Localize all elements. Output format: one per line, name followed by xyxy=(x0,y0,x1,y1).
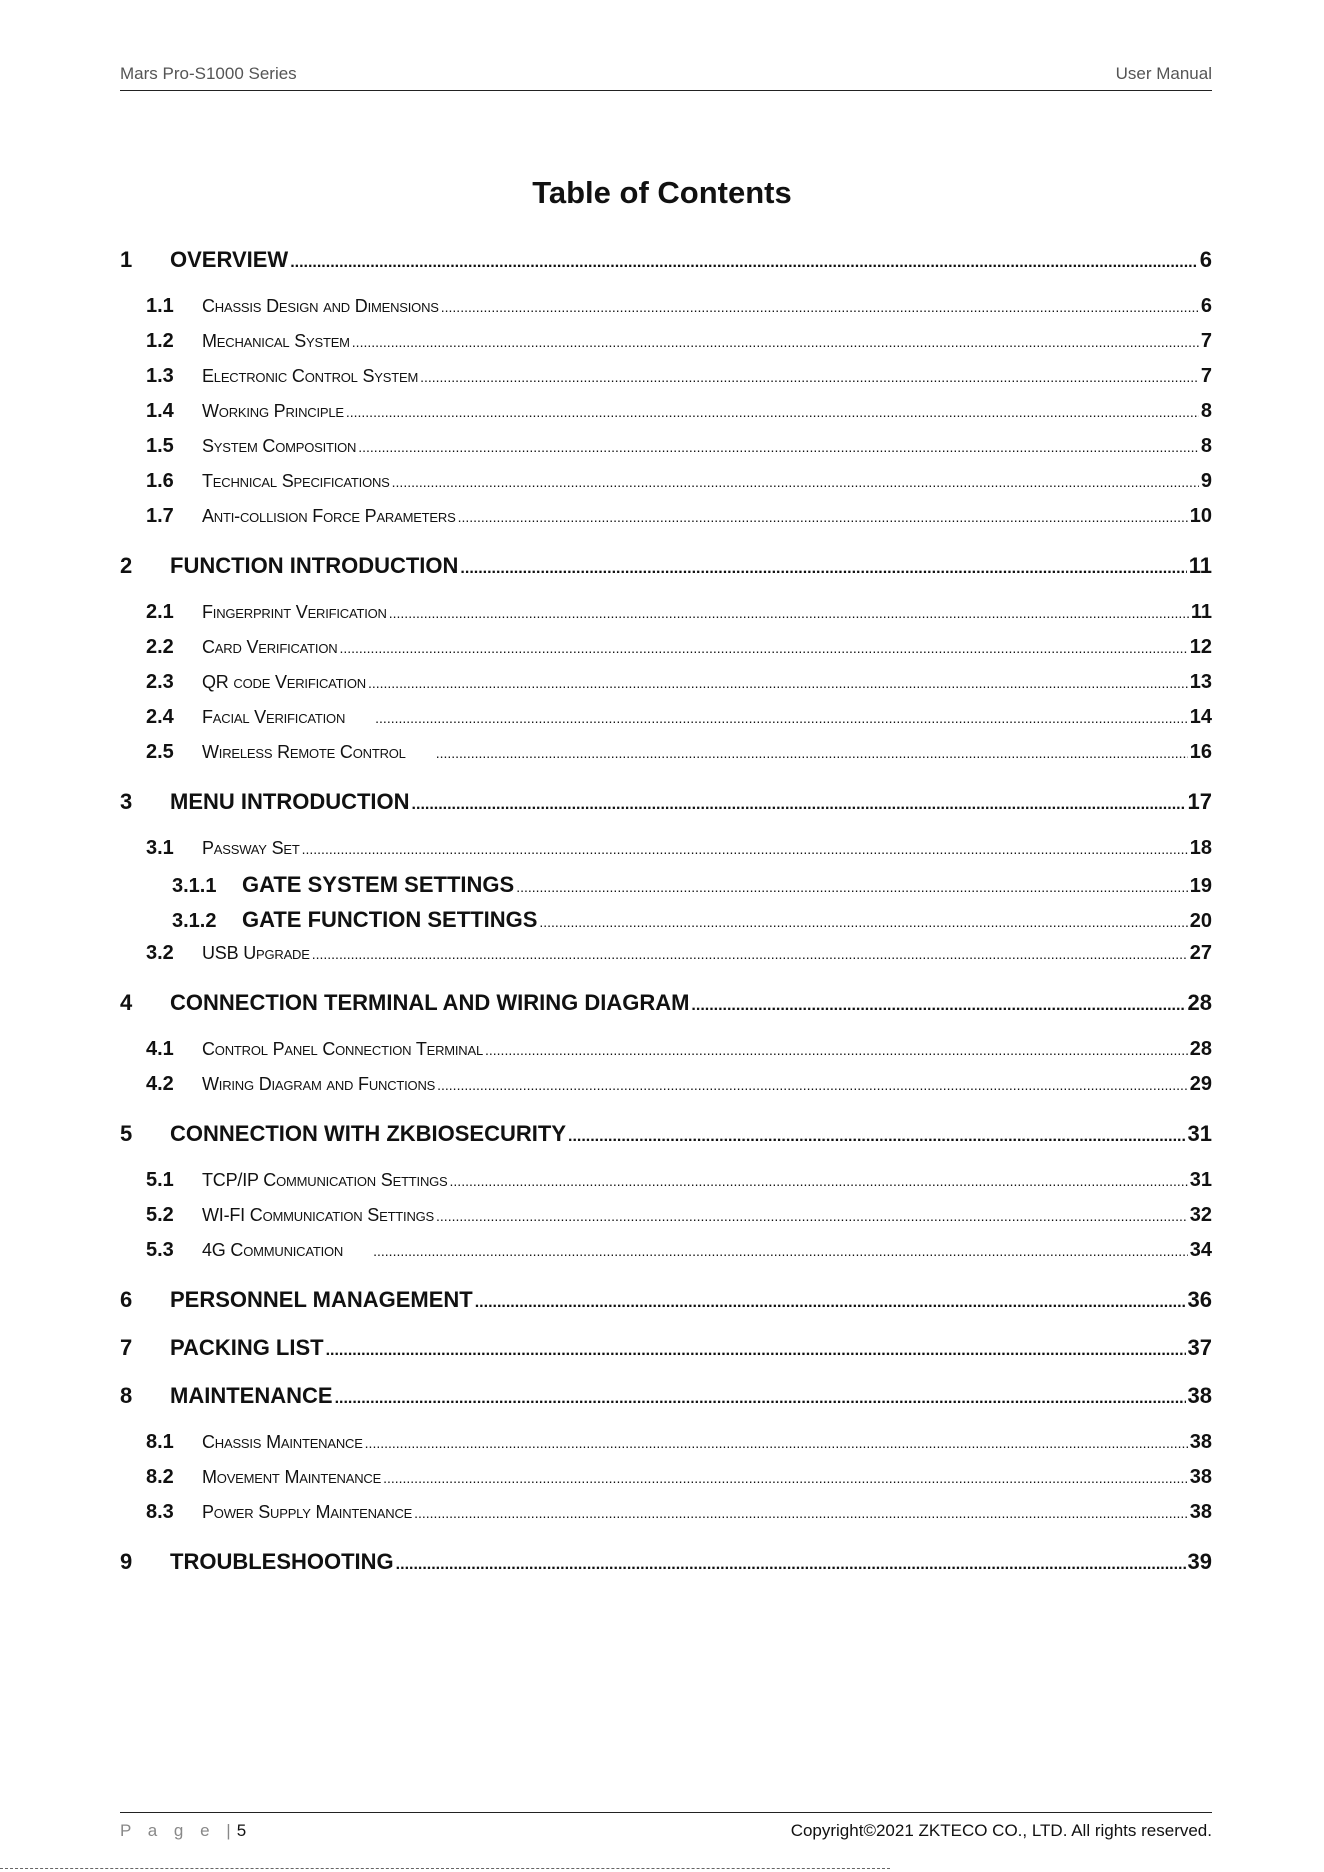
toc-entry-label: Technical Specifications xyxy=(202,471,390,491)
toc-dot-leader xyxy=(312,946,1188,962)
toc-entry-page: 28 xyxy=(1187,990,1212,1015)
toc-entry[interactable] xyxy=(120,553,1212,579)
toc-dot-leader xyxy=(458,509,1188,525)
toc-entry-label: OVERVIEW xyxy=(170,247,289,272)
toc-entry-page: 34 xyxy=(1189,1239,1212,1261)
toc-entry-number: 8.1 xyxy=(146,1431,174,1453)
toc-dot-leader xyxy=(436,1208,1188,1224)
toc-entry-page: 37 xyxy=(1187,1335,1212,1360)
toc-entry-page: 18 xyxy=(1189,837,1212,859)
toc-dot-leader xyxy=(475,1294,1186,1312)
toc-entry-page: 36 xyxy=(1187,1287,1212,1312)
toc-entry-number: 2.3 xyxy=(146,671,174,693)
toc-entry-label: Movement Maintenance xyxy=(202,1467,382,1487)
toc-entry-number: 4 xyxy=(120,990,133,1015)
toc-entry-page: 38 xyxy=(1189,1466,1212,1488)
toc-entry[interactable] xyxy=(120,1073,1212,1096)
toc-dot-leader xyxy=(396,1556,1186,1574)
toc-dot-leader xyxy=(389,605,1189,621)
toc-entry-number: 5.3 xyxy=(146,1239,174,1261)
toc-entry[interactable] xyxy=(120,741,1212,764)
toc-entry[interactable] xyxy=(120,636,1212,659)
toc-entry[interactable] xyxy=(120,789,1212,815)
toc-entry[interactable] xyxy=(120,435,1212,458)
toc-entry-label: MAINTENANCE xyxy=(170,1383,333,1408)
toc-entry-label: Card Verification xyxy=(202,637,338,657)
toc-dot-leader xyxy=(691,997,1185,1015)
toc-entry-page: 8 xyxy=(1200,435,1212,457)
toc-entry-page: 6 xyxy=(1199,247,1212,272)
toc-entry-number: 2.4 xyxy=(146,706,174,728)
page-footer xyxy=(120,1812,1212,1843)
toc-dot-leader xyxy=(335,1390,1186,1408)
toc-entry-number: 5 xyxy=(120,1121,133,1146)
toc-entry[interactable] xyxy=(120,295,1212,318)
toc-entry-label: CONNECTION TERMINAL AND WIRING DIAGRAM xyxy=(170,990,690,1015)
toc-entry-label: PACKING LIST xyxy=(170,1335,324,1360)
toc-entry-label: Mechanical System xyxy=(202,331,350,351)
toc-entry-number: 1.6 xyxy=(146,470,174,492)
toc-entry-page: 38 xyxy=(1189,1501,1212,1523)
toc-entry-number: 2.2 xyxy=(146,636,174,658)
toc-entry-page: 32 xyxy=(1189,1204,1212,1226)
toc-entry[interactable] xyxy=(120,907,1212,933)
page-number-label: P a g e |5 xyxy=(120,1821,247,1840)
toc-entry-label: Control Panel Connection Terminal xyxy=(202,1039,483,1059)
toc-entry-page: 14 xyxy=(1189,706,1212,728)
toc-dot-leader xyxy=(392,474,1199,490)
toc-entry-page: 29 xyxy=(1189,1073,1212,1095)
toc-entry-number: 1 xyxy=(120,247,133,272)
header-doc-type: User Manual xyxy=(1115,64,1212,83)
toc-entry-label: QR code Verification xyxy=(202,672,366,692)
toc-dot-leader xyxy=(339,640,1187,656)
toc-entry[interactable] xyxy=(120,837,1212,860)
toc-dot-leader xyxy=(373,1243,1188,1259)
page-number: 5 xyxy=(236,1821,247,1840)
toc-entry-label: Anti-collision Force Parameters xyxy=(202,506,456,526)
toc-entry-page: 12 xyxy=(1189,636,1212,658)
toc-entry-number: 4.2 xyxy=(146,1073,174,1095)
toc-entry-number: 3.1.2 xyxy=(172,910,217,932)
toc-entry-page: 31 xyxy=(1189,1169,1212,1191)
toc-entry-number: 1.2 xyxy=(146,330,174,352)
toc-entry-number: 2.5 xyxy=(146,741,174,763)
toc-dot-leader xyxy=(441,299,1199,315)
toc-entry[interactable] xyxy=(120,1549,1212,1575)
toc-dot-leader xyxy=(368,675,1188,691)
toc-entry-label: GATE FUNCTION SETTINGS xyxy=(242,907,538,932)
copyright-notice: Copyright©2021 ZKTECO CO., LTD. All rights reserved. xyxy=(790,1821,1212,1840)
toc-entry-page: 38 xyxy=(1189,1431,1212,1453)
toc-entry-number: 3.1 xyxy=(146,837,174,859)
toc-entry-page: 9 xyxy=(1200,470,1212,492)
toc-entry[interactable] xyxy=(120,1169,1212,1192)
toc-entry-number: 4.1 xyxy=(146,1038,174,1060)
toc-entry-label: TROUBLESHOOTING xyxy=(170,1549,394,1574)
toc-entry-label: Power Supply Maintenance xyxy=(202,1502,413,1522)
toc-dot-leader xyxy=(460,560,1186,578)
toc-entry[interactable] xyxy=(120,400,1212,423)
page-header xyxy=(120,62,1212,91)
toc-dot-leader xyxy=(352,334,1199,350)
toc-dot-leader xyxy=(290,254,1198,272)
toc-entry[interactable] xyxy=(120,872,1212,898)
toc-entry-number: 5.1 xyxy=(146,1169,174,1191)
toc-entry-number: 2.1 xyxy=(146,601,174,623)
toc-entry-label: Chassis Maintenance xyxy=(202,1432,363,1452)
toc-entry-label: WI-FI Communication Settings xyxy=(202,1205,435,1225)
toc-entry-page: 7 xyxy=(1200,330,1212,352)
toc-entry[interactable] xyxy=(120,706,1212,729)
toc-entry[interactable] xyxy=(120,1287,1212,1313)
toc-entry-label: Fingerprint Verification xyxy=(202,602,387,622)
toc-entry[interactable] xyxy=(120,1431,1212,1454)
toc-entry-number: 3 xyxy=(120,789,133,814)
toc-entry[interactable] xyxy=(120,1501,1212,1524)
toc-entry[interactable] xyxy=(120,601,1212,624)
toc-dot-leader xyxy=(412,796,1186,814)
toc-entry-page: 20 xyxy=(1189,910,1212,932)
toc-entry-label: CONNECTION WITH ZKBIOSECURITY xyxy=(170,1121,566,1146)
toc-entry-label: MENU INTRODUCTION xyxy=(170,789,410,814)
toc-entry[interactable] xyxy=(120,1383,1212,1409)
toc-dot-leader xyxy=(450,1173,1188,1189)
toc-dot-leader xyxy=(539,914,1187,930)
toc-entry-number: 1.4 xyxy=(146,400,174,422)
toc-entry[interactable] xyxy=(120,1335,1212,1361)
toc-entry-label: Facial Verification xyxy=(202,707,346,727)
toc-entry[interactable] xyxy=(120,365,1212,388)
scan-edge-rule xyxy=(0,1868,890,1869)
toc-entry-page: 27 xyxy=(1189,942,1212,964)
toc-dot-leader xyxy=(346,404,1199,420)
toc-dot-leader xyxy=(436,745,1188,761)
toc-entry[interactable] xyxy=(120,470,1212,493)
toc-entry-page: 8 xyxy=(1200,400,1212,422)
toc-entry[interactable] xyxy=(120,1121,1212,1147)
toc-entry-page: 38 xyxy=(1187,1383,1212,1408)
toc-entry-number: 9 xyxy=(120,1549,133,1574)
toc-dot-leader xyxy=(414,1505,1188,1521)
toc-entry-label: Wireless Remote Control xyxy=(202,742,406,762)
toc-entry[interactable] xyxy=(120,1038,1212,1061)
toc-entry-label: System Composition xyxy=(202,436,357,456)
toc-entry-label: GATE SYSTEM SETTINGS xyxy=(242,872,515,897)
toc-entry-label: Chassis Design and Dimensions xyxy=(202,296,439,316)
toc-entry-label: USB Upgrade xyxy=(202,943,310,963)
toc-entry-number: 6 xyxy=(120,1287,133,1312)
toc-entry-page: 11 xyxy=(1188,553,1212,578)
toc-entry-label: Working Principle xyxy=(202,401,344,421)
toc-entry-page: 31 xyxy=(1187,1121,1212,1146)
toc-dot-leader xyxy=(383,1470,1188,1486)
toc-entry-number: 1.1 xyxy=(146,295,174,317)
toc-entry-number: 1.3 xyxy=(146,365,174,387)
toc-entry-page: 11 xyxy=(1190,601,1212,623)
toc-dot-leader xyxy=(302,841,1188,857)
toc-entry-page: 28 xyxy=(1189,1038,1212,1060)
toc-entry-number: 5.2 xyxy=(146,1204,174,1226)
toc-dot-leader xyxy=(485,1042,1188,1058)
toc-dot-leader xyxy=(516,879,1188,895)
toc-dot-leader xyxy=(568,1128,1186,1146)
toc-entry-number: 8.2 xyxy=(146,1466,174,1488)
toc-entry[interactable] xyxy=(120,671,1212,694)
toc-entry-number: 1.7 xyxy=(146,505,174,527)
toc-entry-number: 1.5 xyxy=(146,435,174,457)
toc-entry-page: 7 xyxy=(1200,365,1212,387)
toc-entry[interactable] xyxy=(120,1239,1212,1262)
toc-entry[interactable] xyxy=(120,505,1212,528)
toc-entry-label: PERSONNEL MANAGEMENT xyxy=(170,1287,473,1312)
toc-entry-label: 4G Communication xyxy=(202,1240,344,1260)
toc-entry-label: Passway Set xyxy=(202,838,300,858)
header-doc-title: Mars Pro-S1000 Series xyxy=(120,64,297,83)
toc-entry-number: 8.3 xyxy=(146,1501,174,1523)
toc-entry-number: 3.1.1 xyxy=(172,875,217,897)
toc-entry-page: 10 xyxy=(1189,505,1212,527)
toc-entry-number: 7 xyxy=(120,1335,133,1360)
toc-entry-label: Electronic Control System xyxy=(202,366,419,386)
toc-entry-number: 8 xyxy=(120,1383,133,1408)
toc-entry[interactable] xyxy=(120,330,1212,353)
toc-entry-page: 39 xyxy=(1187,1549,1212,1574)
page-title: Table of Contents xyxy=(532,175,792,210)
toc-entry[interactable] xyxy=(120,1466,1212,1489)
toc-dot-leader xyxy=(365,1435,1188,1451)
toc-entry-page: 13 xyxy=(1189,671,1212,693)
toc-dot-leader xyxy=(420,369,1199,385)
toc-entry-label: FUNCTION INTRODUCTION xyxy=(170,553,459,578)
toc-entry-label: Wiring Diagram and Functions xyxy=(202,1074,436,1094)
toc-entry-page: 6 xyxy=(1200,295,1212,317)
toc-entry-number: 2 xyxy=(120,553,133,578)
toc-dot-leader xyxy=(358,439,1199,455)
toc-dot-leader xyxy=(437,1077,1188,1093)
toc-entry[interactable] xyxy=(120,990,1212,1016)
toc-entry[interactable] xyxy=(120,247,1212,273)
toc-entry-number: 3.2 xyxy=(146,942,174,964)
toc-dot-leader xyxy=(375,710,1188,726)
toc-entry-page: 19 xyxy=(1189,875,1212,897)
toc-entry[interactable] xyxy=(120,942,1212,965)
toc-dot-leader xyxy=(326,1342,1186,1360)
toc-entry[interactable] xyxy=(120,1204,1212,1227)
toc-entry-label: TCP/IP Communication Settings xyxy=(202,1170,448,1190)
toc-entry-page: 17 xyxy=(1187,789,1212,814)
toc-entry-page: 16 xyxy=(1189,741,1212,763)
